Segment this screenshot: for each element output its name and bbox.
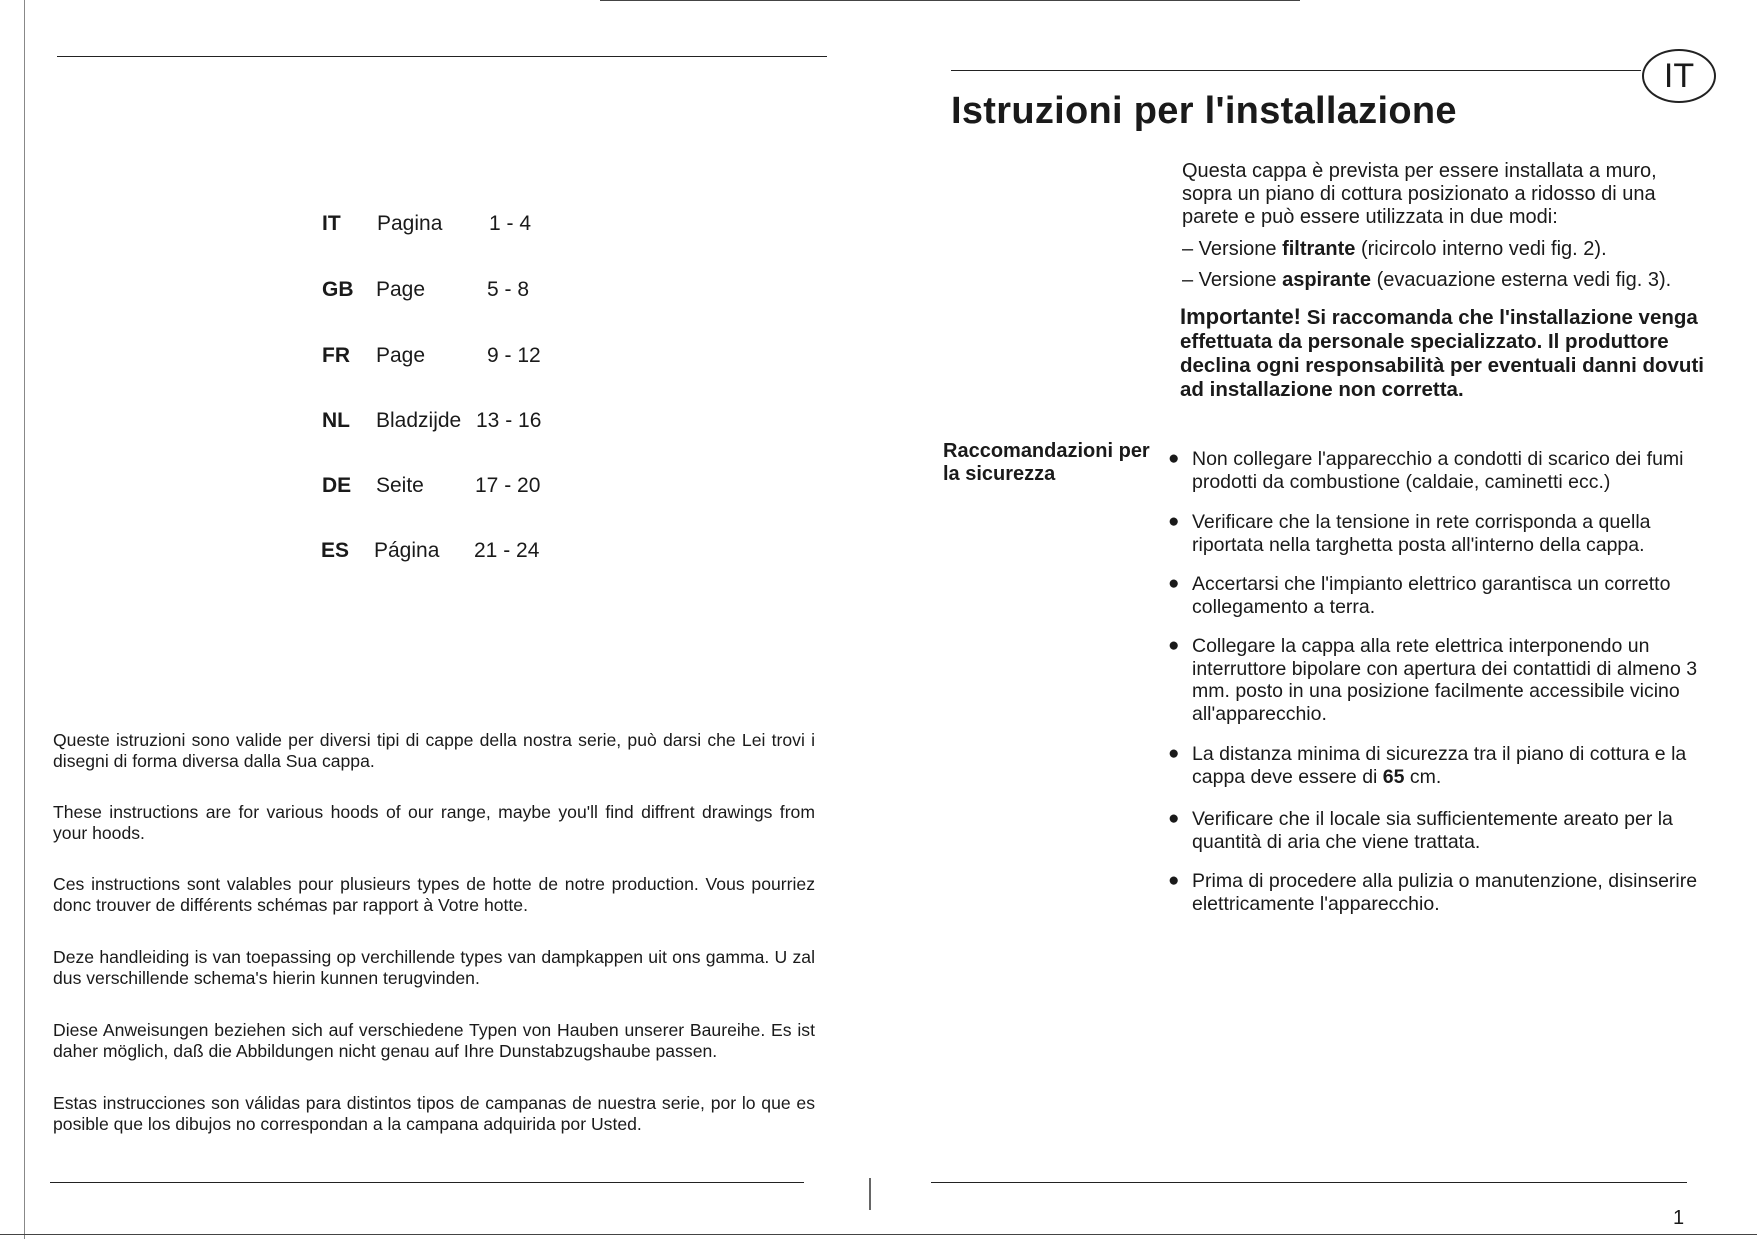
distance-value: 65 [1382,765,1405,788]
bullet-text: Collegare la cappa alla rete elettrica interponendo un interruttore bipolare con apertura dei contattidi di almeno 3 mm. posto in una posizione facilmente accessibile vicino all'apparecchio. [1192,635,1698,725]
safety-heading: Raccomandazioni per la sicurezza [943,440,1150,485]
toc-code: FR [322,344,350,367]
bullet-icon: ● [1168,808,1180,829]
distance-prefix: La distanza minima di sicurezza tra il piano di cottura e la cappa deve essere di [1192,743,1687,788]
toc-range: 5 - 8 [487,278,530,301]
safety-bullet [1168,808,1708,853]
toc-label: Page [376,278,426,301]
toc-code: GB [322,278,354,301]
toc-label: Page [376,344,426,367]
version-suffix: (ricircolo interno vedi fig. 2). [1355,238,1607,260]
top-scan-line [600,0,1300,1]
disclaimer-fr: Ces instructions sont valables pour plusieurs types de hotte de notre production. Vous pourriez donc trouver de différents schémas par rapport à Votre hotte. [53,874,815,915]
bullet-icon: ● [1168,511,1180,532]
toc-code: ES [321,539,350,562]
bullet-text: Prima di procedere alla pulizia o manutenzione, disinserire elettricamente l'apparecchio. [1192,870,1698,915]
toc-label: Pagina [377,212,443,235]
important-notice [1180,305,1708,402]
left-top-rule [57,56,827,57]
version-aspirante [1182,269,1671,292]
left-bottom-rule [50,1182,804,1183]
safety-bullet [1168,448,1708,493]
toc-range: 17 - 20 [475,474,541,497]
toc-code: NL [322,409,350,432]
bullet-text: Non collegare l'apparecchio a condotti di scarico dei fumi prodotti da combustione (caldaie, caminetti ecc.) [1192,448,1684,493]
bullet-text: Verificare che la tensione in rete corrisponda a quella riportata nella targhetta posta all'interno della cappa. [1192,511,1651,556]
intro-paragraph: Questa cappa è prevista per essere installata a muro, sopra un piano di cottura posizionato a ridosso di una parete e può essere utilizzata in due modi: [1182,160,1657,228]
safety-bullet [1168,870,1708,915]
disclaimer-gb: These instructions are for various hoods of our range, maybe you'll find diffrent drawings from your hoods. [53,802,815,843]
toc-range: 1 - 4 [489,212,532,235]
safety-bullet [1168,573,1708,618]
version-prefix: – Versione [1182,238,1283,260]
toc-range: 21 - 24 [474,539,540,562]
disclaimer-nl: Deze handleiding is van toepassing op verchillende types van dampkappen uit ons gamma. U zal dus verschillende schema's hierin kunnen terugvinden. [53,947,815,988]
version-filtrante [1182,238,1607,261]
safety-bullet [1168,743,1708,788]
important-text: Si raccomanda che l'installazione venga effettuata da personale specializzato. Il produttore declina ogni responsabilità per eventuali danni dovuti ad installazione non corretta. [1180,306,1704,401]
bullet-icon: ● [1168,448,1180,469]
bullet-icon: ● [1168,573,1180,594]
distance-suffix: cm. [1404,765,1442,788]
disclaimer-it: Queste istruzioni sono valide per diversi tipi di cappe della nostra serie, può darsi che Lei trovi i disegni di forma diversa dalla Sua cappa. [53,730,815,771]
bullet-icon: ● [1168,743,1180,764]
page-edge-left [24,0,25,1239]
gutter-mark [869,1178,871,1210]
toc-range: 9 - 12 [487,344,541,367]
version-prefix: – Versione [1182,269,1283,291]
language-badge [1642,49,1716,103]
page-number: 1 [1673,1207,1685,1229]
page-title: Istruzioni per l'installazione [951,90,1457,132]
language-badge-label: IT [1663,57,1695,95]
disclaimer-es: Estas instrucciones son válidas para distintos tipos de campanas de nuestra serie, por lo que es posible que los dibujos no correspondan a la campana adquirida por Usted. [53,1093,815,1134]
right-bottom-rule [931,1182,1687,1183]
bullet-icon: ● [1168,635,1180,656]
safety-bullet [1168,511,1708,556]
disclaimer-de: Diese Anweisungen beziehen sich auf verschiedene Typen von Hauben unserer Baureihe. Es ist daher möglich, daß die Abbildungen nicht genau auf Ihre Dunstabzugshaube passen. [53,1020,815,1061]
toc-label: Página [374,539,440,562]
toc-label: Seite [376,474,424,497]
bullet-text [1192,743,1708,788]
version-suffix: (evacuazione esterna vedi fig. 3). [1371,269,1672,291]
toc-code: DE [322,474,352,497]
version-name: filtrante [1282,238,1356,260]
version-name: aspirante [1282,269,1372,291]
bullet-text: Accertarsi che l'impianto elettrico garantisca un corretto collegamento a terra. [1192,573,1671,618]
toc-range: 13 - 16 [476,409,542,432]
toc-label: Bladzijde [376,409,462,432]
important-lead: Importante! [1180,304,1301,329]
bottom-scan-line [0,1234,1757,1235]
bullet-text: Verificare che il locale sia sufficientemente areato per la quantità di aria che viene trattata. [1192,808,1673,853]
right-top-rule [951,70,1641,71]
safety-bullet [1168,635,1708,725]
toc-code: IT [322,212,341,235]
bullet-icon: ● [1168,870,1180,891]
